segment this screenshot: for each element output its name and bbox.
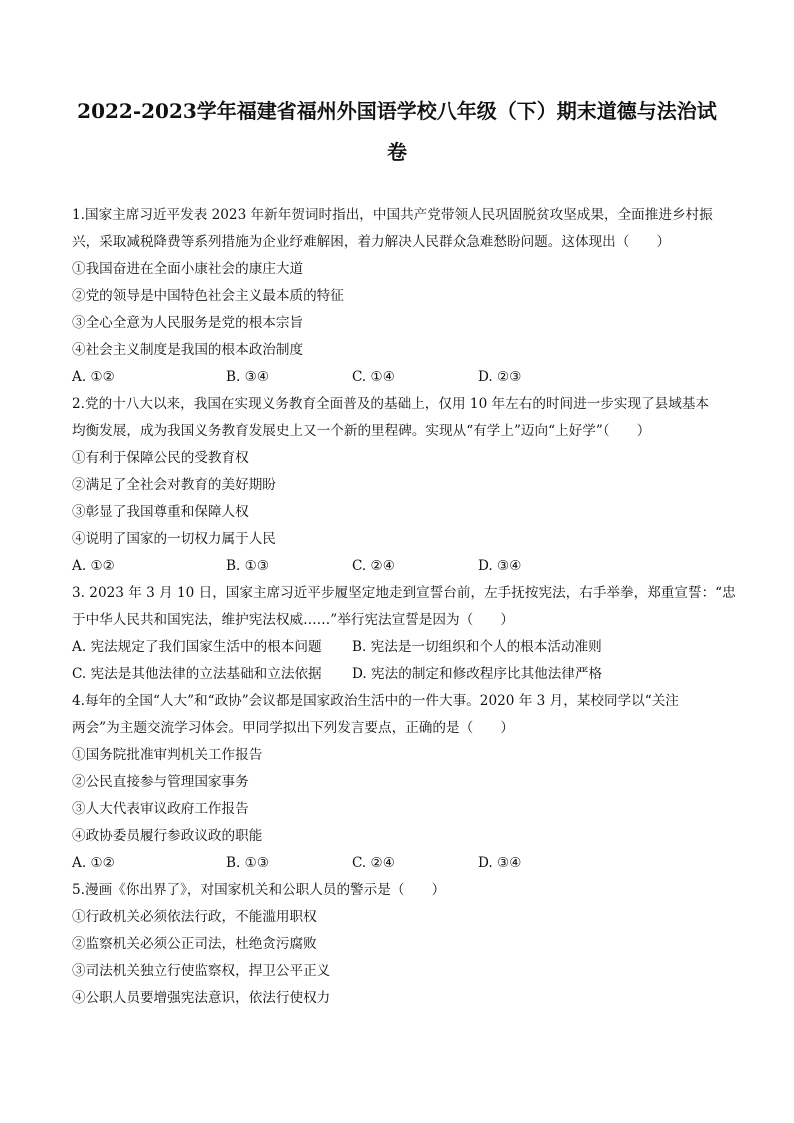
q1-option-b[interactable]: B. ③④ [226,369,270,385]
q5-item-2: ②监察机关必须公正司法，杜绝贪污腐败 [72,936,317,952]
q4-option-d[interactable]: D. ③④ [478,855,522,871]
q4-options [72,854,732,872]
q5-stem-line1: 5.漫画《你出界了》，对国家机关和公职人员的警示是（ ） [72,882,446,898]
q4-item-1: ①国务院批准审判机关工作报告 [72,747,263,763]
q4-option-a[interactable]: A. ①② [72,855,115,871]
q5-item-4: ④公职人员要增强宪法意识，依法行使权力 [72,990,331,1006]
q2-stem-line2: 均衡发展，成为我国义务教育发展史上又一个新的里程碑。实现从“有学上”迈向“上好学”（ ） [72,423,651,439]
q4-stem-line2: 两会”为主题交流学习体会。甲同学拟出下列发言要点，正确的是（ ） [72,720,514,736]
q3-stem-line1: 3. 2023 年 3 月 10 日，国家主席习近平步履坚定地走到宣誓台前，左手抚按宪法，右手举拳，郑重宣誓：“忠 [72,585,736,601]
q1-stem-line1: 1.国家主席习近平发表 2023 年新年贺词时指出，中国共产党带领人民巩固脱贫攻坚成果，全面推进乡村振 [72,207,713,223]
q2-item-4: ④说明了国家的一切权力属于人民 [72,531,276,547]
q4-item-2: ②公民直接参与管理国家事务 [72,774,249,790]
q2-option-a[interactable]: A. ①② [72,558,115,574]
q1-item-1: ①我国奋进在全面小康社会的康庄大道 [72,261,304,277]
q1-options [72,368,732,386]
q1-option-a[interactable]: A. ①② [72,369,115,385]
q3-options-row1 [72,638,732,656]
q2-item-2: ②满足了全社会对教育的美好期盼 [72,477,276,493]
q2-item-3: ③彰显了我国尊重和保障人权 [72,504,249,520]
q4-stem-line1: 4.每年的全国“人大”和“政协”会议都是国家政治生活中的一件大事。2020 年 3 月，某校同学以“关注 [72,693,679,709]
q3-option-b[interactable]: B. 宪法是一切组织和个人的根本活动准则 [352,639,602,655]
q3-options-row2 [72,665,732,683]
q3-option-d[interactable]: D. 宪法的制定和修改程序比其他法律严格 [352,666,603,682]
q2-option-c[interactable]: C. ②④ [352,558,395,574]
q1-item-2: ②党的领导是中国特色社会主义最本质的特征 [72,288,344,304]
q4-item-4: ④政协委员履行参政议政的职能 [72,828,263,844]
q4-option-b[interactable]: B. ①③ [226,855,270,871]
q2-options [72,557,732,575]
q2-option-d[interactable]: D. ③④ [478,558,522,574]
q5-item-3: ③司法机关独立行使监察权，捍卫公平正义 [72,963,331,979]
q4-item-3: ③人大代表审议政府工作报告 [72,801,249,817]
q3-option-c[interactable]: C. 宪法是其他法律的立法基础和立法依据 [72,666,322,682]
q3-stem-line2: 于中华人民共和国宪法，维护宪法权威……”举行宪法宣誓是因为（ ） [72,612,514,628]
q2-option-b[interactable]: B. ①③ [226,558,270,574]
q4-option-c[interactable]: C. ②④ [352,855,395,871]
exam-title-line2: 卷 [387,140,407,164]
q2-item-1: ①有利于保障公民的受教育权 [72,450,249,466]
q1-option-d[interactable]: D. ②③ [478,369,522,385]
q1-option-c[interactable]: C. ①④ [352,369,395,385]
q2-stem-line1: 2.党的十八大以来，我国在实现义务教育全面普及的基础上，仅用 10 年左右的时间进一步实现了县域基本 [72,396,710,412]
q1-stem-line2: 兴，采取减税降费等系列措施为企业纾难解困，着力解决人民群众急难愁盼问题。这体现出（ ） [72,234,671,250]
exam-title-line1: 2022-2023学年福建省福州外国语学校八年级（下）期末道德与法治试 [77,99,717,123]
q5-item-1: ①行政机关必须依法行政，不能滥用职权 [72,909,317,925]
q1-item-4: ④社会主义制度是我国的根本政治制度 [72,342,304,358]
q1-item-3: ③全心全意为人民服务是党的根本宗旨 [72,315,304,331]
q3-option-a[interactable]: A. 宪法规定了我们国家生活中的根本问题 [72,639,322,655]
